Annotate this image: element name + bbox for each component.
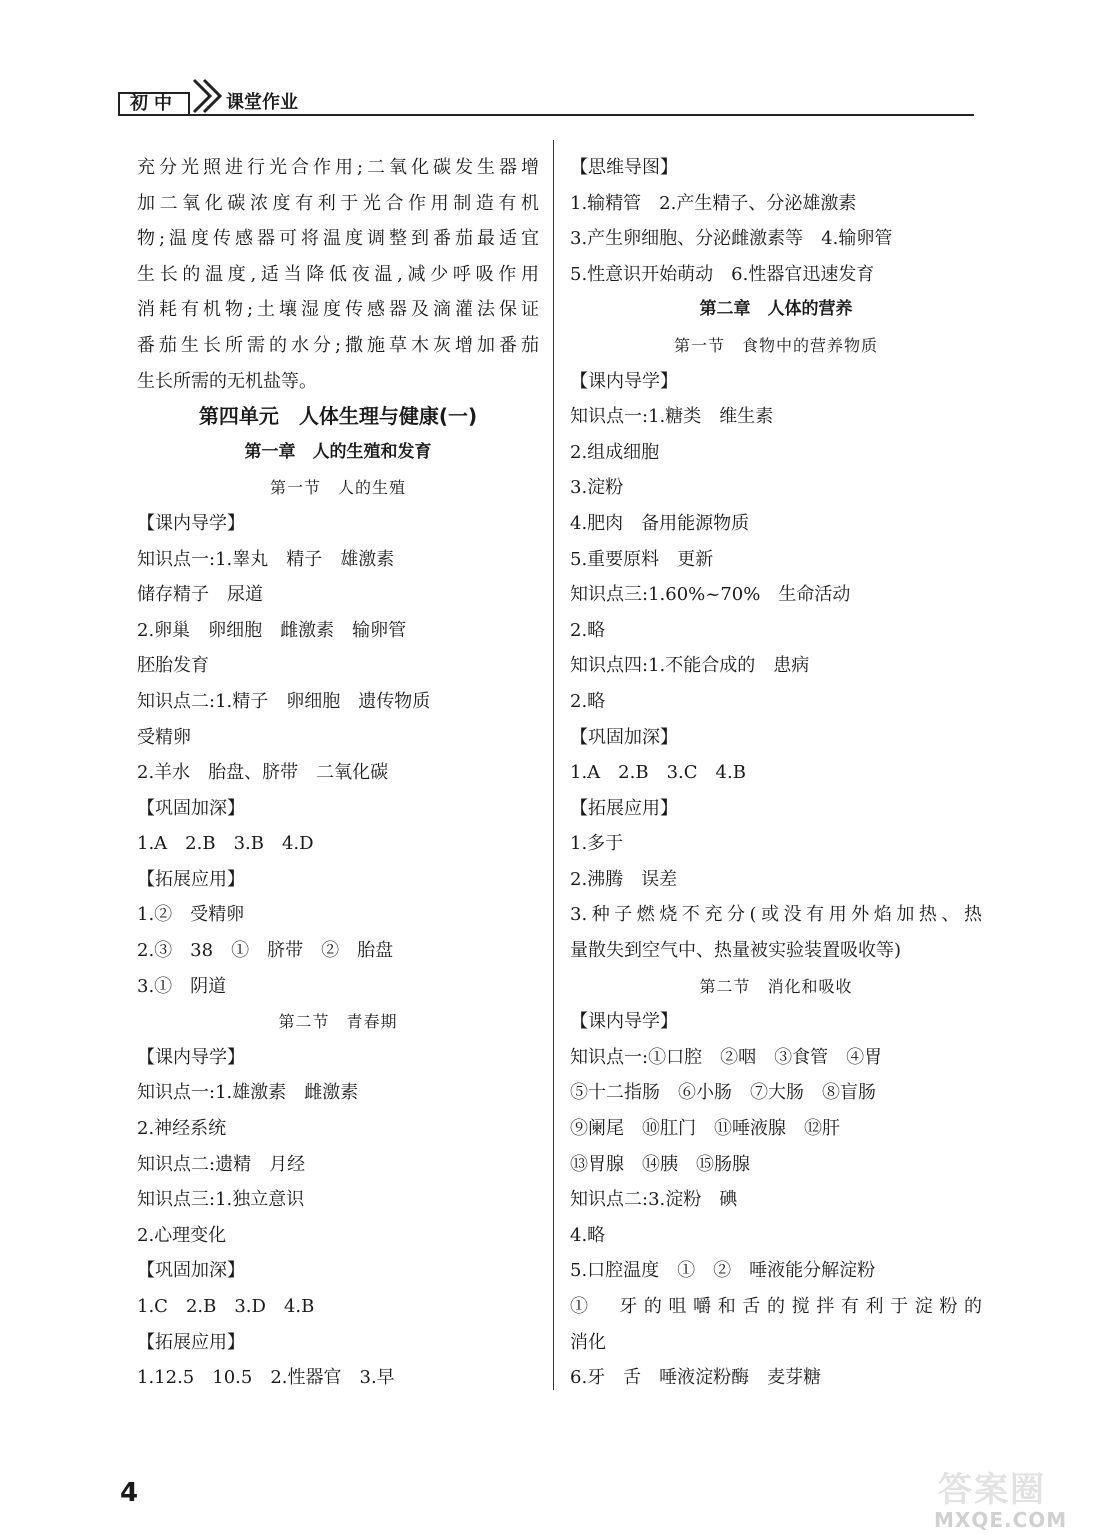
answer-line: 6.牙 舌 唾液淀粉酶 麦芽糖 xyxy=(570,1367,822,1389)
answer-line: 4.肥肉 备用能源物质 xyxy=(570,512,750,534)
subsection-label: 【课内导学】 xyxy=(137,512,245,534)
answer-line: 生长的温度,适当降低夜温,减少呼吸作用 xyxy=(137,263,539,285)
answer-line: 知识点三:1.60%~70% 生命活动 xyxy=(570,584,851,606)
subsection-label: 【课内导学】 xyxy=(137,1046,245,1068)
answer-line: 知识点四:1.不能合成的 患病 xyxy=(570,655,810,677)
answer-line: 知识点一:1.雄激素 雌激素 xyxy=(137,1082,359,1104)
column-divider xyxy=(553,140,554,1390)
section-heading: 第一节 人的生殖 xyxy=(269,478,406,498)
answer-line: 知识点一:1.糖类 维生素 xyxy=(570,406,774,428)
answer-line: 1.12.5 10.5 2.性器官 3.早 xyxy=(137,1367,395,1389)
chapter-heading: 第一章 人的生殖和发育 xyxy=(244,441,432,462)
subsection-label: 【拓展应用】 xyxy=(137,1331,245,1353)
answer-line: 消化 xyxy=(570,1331,606,1353)
answer-line: 1.C 2.B 3.D 4.B xyxy=(137,1296,315,1317)
answer-line: 物;温度传感器可将温度调整到番茄最适宜 xyxy=(137,228,539,250)
unit-heading: 第四单元 人体生理与健康(一) xyxy=(198,404,478,429)
answer-line: 1.② 受精卵 xyxy=(137,904,245,926)
answer-line: ⑤十二指肠 ⑥小肠 ⑦大肠 ⑧盲肠 xyxy=(570,1082,876,1104)
answer-line: 2.神经系统 xyxy=(137,1118,227,1140)
answer-line: 2.沸腾 误差 xyxy=(570,868,678,890)
series-title: 课堂作业 xyxy=(226,92,298,113)
right-column xyxy=(570,150,982,1396)
watermark-glyphs: 答案圈 xyxy=(938,1470,1046,1510)
subsection-label: 【巩固加深】 xyxy=(137,1260,245,1282)
answer-line: 加二氧化碳浓度有利于光合作用制造有机 xyxy=(137,192,539,214)
section-heading: 第二节 青春期 xyxy=(278,1012,398,1032)
answer-line: 2.略 xyxy=(570,690,606,712)
answer-line: 受精卵 xyxy=(137,726,191,748)
answer-line: 消耗有机物;土壤湿度传感器及滴灌法保证 xyxy=(137,299,539,321)
chapter-heading: 第二章 人体的营养 xyxy=(699,299,853,320)
answer-line: ⑬胃腺 ⑭胰 ⑮肠腺 xyxy=(570,1153,750,1175)
subsection-label: 【拓展应用】 xyxy=(137,868,245,890)
answer-line: 2.卵巢 卵细胞 雌激素 输卵管 xyxy=(137,619,407,641)
answer-line: 4.略 xyxy=(570,1224,606,1246)
answer-line: 知识点三:1.独立意识 xyxy=(137,1189,305,1211)
answer-line: 胚胎发育 xyxy=(137,655,209,677)
subsection-label: 【巩固加深】 xyxy=(570,726,678,748)
answer-line: 生长所需的无机盐等。 xyxy=(137,370,317,392)
answer-line: 储存精子 尿道 xyxy=(137,584,263,606)
section-heading: 第一节 食物中的营养物质 xyxy=(673,335,878,355)
subsection-label: 【拓展应用】 xyxy=(570,797,678,819)
answer-line: 知识点一:1.睾丸 精子 雄激素 xyxy=(137,548,395,570)
watermark-logo xyxy=(932,1462,1098,1532)
answer-line: 量散失到空气中、热量被实验装置吸收等) xyxy=(570,940,902,962)
answer-line: 5.口腔温度 ① ② 唾液能分解淀粉 xyxy=(570,1260,876,1282)
answer-line: 2.略 xyxy=(570,619,606,641)
answer-line: ① 牙的咀嚼和舌的搅拌有利于淀粉的 xyxy=(570,1296,982,1317)
answer-line: 知识点二:3.淀粉 碘 xyxy=(570,1189,738,1211)
answer-line: 3.产生卵细胞、分泌雌激素等 4.输卵管 xyxy=(570,228,893,250)
answer-line: 番茄生长所需的水分;撒施草木灰增加番茄 xyxy=(137,334,539,356)
level-label: 初中 xyxy=(118,92,190,116)
answer-line: 2.羊水 胎盘、脐带 二氧化碳 xyxy=(137,762,389,784)
page-number: 4 xyxy=(120,1478,139,1508)
answer-line: 3.淀粉 xyxy=(570,477,624,499)
answer-line: 1.多于 xyxy=(570,833,624,855)
page-header xyxy=(118,72,974,118)
section-heading: 第二节 消化和吸收 xyxy=(699,976,853,996)
watermark-site: MXQE.COM xyxy=(934,1508,1068,1532)
subsection-label: 【课内导学】 xyxy=(570,370,678,392)
answer-line: 3.① 阴道 xyxy=(137,975,227,997)
answer-line: 5.性意识开始萌动 6.性器官迅速发育 xyxy=(570,263,875,285)
subsection-label: 【巩固加深】 xyxy=(137,797,245,819)
answer-line: 3.种子燃烧不充分(或没有用外焰加热、热 xyxy=(570,904,982,926)
answer-line: 2.组成细胞 xyxy=(570,441,660,463)
left-column xyxy=(137,150,539,1396)
answer-line: 1.A 2.B 3.C 4.B xyxy=(570,762,746,784)
answer-line: 1.输精管 2.产生精子、分泌雄激素 xyxy=(570,192,857,214)
answer-line: 5.重要原料 更新 xyxy=(570,548,714,570)
header-rule xyxy=(118,114,974,116)
answer-line: 1.A 2.B 3.B 4.D xyxy=(137,833,314,855)
answer-line: ⑨阑尾 ⑩肛门 ⑪唾液腺 ⑫肝 xyxy=(570,1118,840,1140)
subsection-label: 【课内导学】 xyxy=(570,1011,678,1033)
answer-line: 充分光照进行光合作用;二氧化碳发生器增 xyxy=(137,157,539,178)
answer-line: 2.③ 38 ① 脐带 ② 胎盘 xyxy=(137,940,394,962)
subsection-label: 【思维导图】 xyxy=(570,157,678,178)
answer-line: 知识点二:1.精子 卵细胞 遗传物质 xyxy=(137,690,431,712)
answer-line: 2.心理变化 xyxy=(137,1224,227,1246)
answer-line: 知识点二:遗精 月经 xyxy=(137,1153,306,1175)
answer-line: 知识点一:①口腔 ②咽 ③食管 ④胃 xyxy=(570,1046,883,1068)
